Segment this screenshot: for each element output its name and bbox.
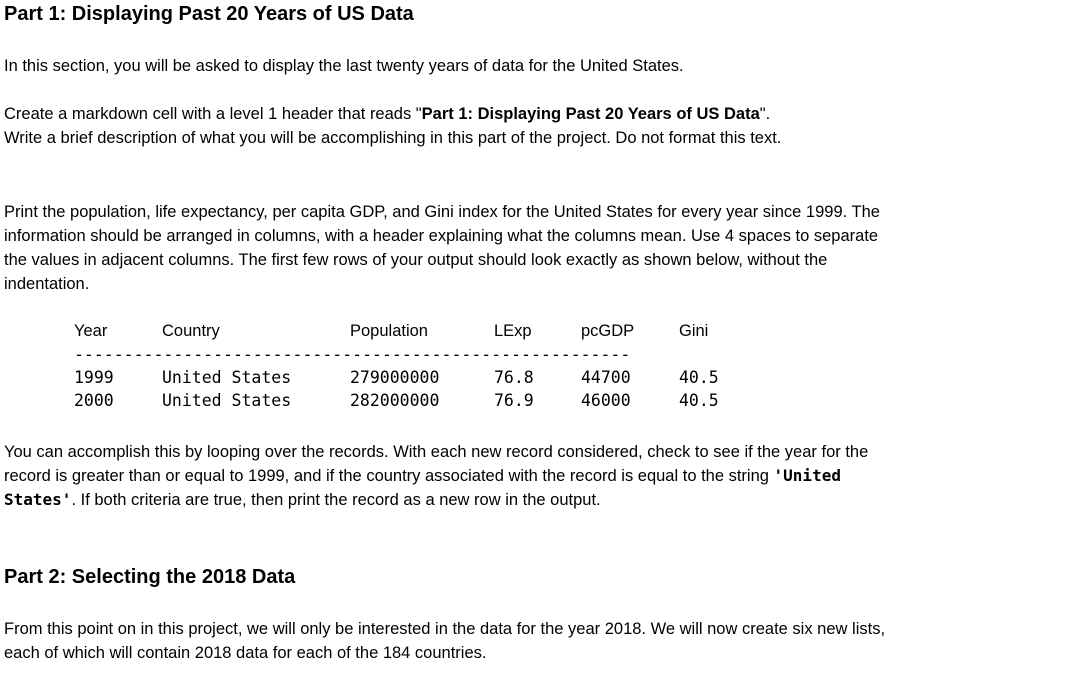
table-header-row [74, 320, 724, 343]
cell-lexp: 76.9 [494, 391, 534, 410]
part1-instruction-line1 [4, 102, 770, 126]
print-instruction-line1: Print the population, life expectancy, per capita GDP, and Gini index for the United States for every year since 1999. The [4, 203, 880, 221]
loop-instruction-line1: You can accomplish this by looping over the records. With each new record considered, check to see if the year for the [4, 443, 869, 461]
print-instruction-line3: the values in adjacent columns. The first few rows of your output should look exactly as shown below, without the [4, 251, 828, 269]
header-country: Country [162, 322, 220, 340]
part2-line2: each of which will contain 2018 data for each of the 184 countries. [4, 644, 487, 662]
loop-instruction-line3 [4, 488, 601, 512]
instruction-text-post: ". [759, 105, 771, 123]
header-pcgdp: pcGDP [581, 322, 635, 340]
instruction-text-pre: Create a markdown cell with a level 1 header that reads " [4, 105, 422, 123]
header-year: Year [74, 322, 108, 340]
part1-instruction-line2: Write a brief description of what you will be accomplishing in this part of the project. Do not format this text. [4, 129, 782, 147]
instruction-bold-title: Part 1: Displaying Past 20 Years of US Data [421, 105, 760, 123]
part1-intro: In this section, you will be asked to display the last twenty years of data for the United States. [4, 57, 684, 75]
print-instruction-line4: indentation. [4, 275, 90, 293]
print-instruction-line2: information should be arranged in columns, with a header explaining what the columns mean. Use 4 spaces to separate [4, 227, 879, 245]
part1-heading: Part 1: Displaying Past 20 Years of US Data [4, 3, 414, 25]
table-row [74, 366, 724, 389]
cell-country: United States [162, 368, 292, 387]
cell-lexp: 76.8 [494, 368, 534, 387]
loop-instruction-line2 [4, 464, 841, 488]
part2-line1: From this point on in this project, we will only be interested in the data for the year 2018. We will now create six new lists, [4, 620, 886, 638]
part2-heading: Part 2: Selecting the 2018 Data [4, 566, 296, 588]
cell-gini: 40.5 [679, 368, 719, 387]
header-gini: Gini [679, 322, 709, 340]
header-population: Population [350, 322, 428, 340]
table-row [74, 389, 724, 412]
cell-year: 2000 [74, 391, 114, 410]
cell-gini: 40.5 [679, 391, 719, 410]
inline-code-string-end: States' [4, 490, 72, 509]
cell-population: 279000000 [350, 368, 440, 387]
cell-pcgdp: 46000 [581, 391, 631, 410]
loop-text-post: . If both criteria are true, then print the record as a new row in the output. [71, 491, 601, 509]
cell-country: United States [162, 391, 292, 410]
header-lexp: LExp [494, 322, 532, 340]
table-divider: -------------------------------------------------------- [74, 345, 631, 364]
cell-year: 1999 [74, 368, 114, 387]
example-output-table [74, 320, 724, 412]
cell-population: 282000000 [350, 391, 440, 410]
inline-code-string-start: 'United [773, 466, 841, 485]
cell-pcgdp: 44700 [581, 368, 631, 387]
loop-text-pre: record is greater than or equal to 1999, and if the country associated with the record is equal to the string [4, 467, 774, 485]
